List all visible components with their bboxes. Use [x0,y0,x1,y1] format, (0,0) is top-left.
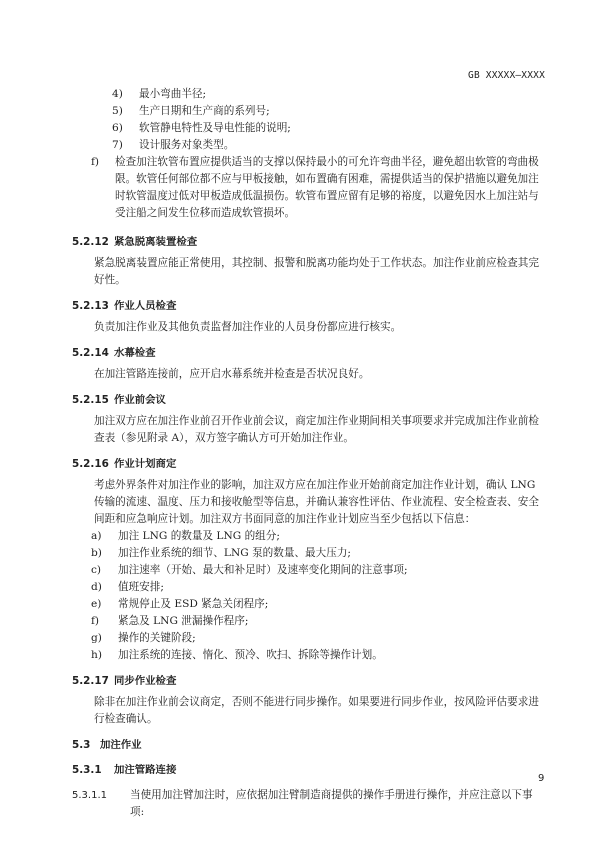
list-item: 6) 软管静电特性及导电性能的说明; [112,122,291,134]
list-item: b) 加注作业系统的细节、LNG 泵的数量、最大压力; [91,547,351,559]
list-item: 5) 生产日期和生产商的系列号; [112,105,270,117]
list-item: e) 常规停止及 ESD 紧急关闭程序; [91,598,269,610]
list-item: g) 操作的关键阶段; [91,632,196,644]
section-body-5-2-13: 负责加注作业及其他负责监督加注作业的人员身份都应进行核实。 [94,321,402,333]
section-heading-5-2-14: 5.2.14 水幕检查 [72,347,156,359]
list-item: a) 加注 LNG 的数量及 LNG 的组分; [91,530,280,542]
plan-item-list [72,528,546,664]
section-body-5-2-14: 在加注管路连接前，应开启水幕系统并检查是否状况良好。 [94,368,370,380]
list-item: h) 加注系统的连接、惰化、预冷、吹扫、拆除等操作计划。 [91,649,383,661]
page-number: 9 [538,773,545,784]
list-item-f: f) 检查加注软管布置应提供适当的支撑以保持最小的可允许弯曲半径，避免超出软管的弯曲极限。软管任何部位都不应与甲板接触，如布置确有困难，需提供适当的保护措施以避免加注时软管温度过低对甲板造成低温损伤。软管布置应留有足够的裕度，以避免因水上加注站与受注船之间发生位移而造成软管损坏。 [91,156,539,219]
list-item: d) 值班安排; [91,581,164,593]
clause-5-3-1-1: 5.3.1.1 当使用加注臂加注时，应依据加注臂制造商提供的操作手册进行操作，并应注意以下事项: [72,789,533,818]
section-body-5-2-15: 加注双方应在加注作业前召开作业前会议，商定加注作业期间相关事项要求并完成加注作业前检查表（参见附录 A），双方签字确认方可开始加注作业。 [94,415,539,444]
document-code-header: GB XXXXX—XXXX [468,70,545,81]
list-item: 4) 最小弯曲半径; [112,88,207,100]
list-item: 7) 设计服务对象类型。 [112,139,235,151]
list-item: f) 紧急及 LNG 泄漏操作程序; [91,615,249,627]
section-body-5-2-12: 紧急脱离装置应能正常使用，其控制、报警和脱离功能均处于工作状态。加注作业前应检查其完好性。 [94,257,539,286]
section-heading-5-2-16: 5.2.16 作业计划商定 [72,458,177,470]
section-heading-5-3-1: 5.3.1 加注管路连接 [72,764,177,776]
section-heading-5-2-17: 5.2.17 同步作业检查 [72,675,177,687]
section-heading-5-3: 5.3 加注作业 [72,739,142,751]
section-heading-5-2-13: 5.2.13 作业人员检查 [72,300,177,312]
section-body-5-2-16: 考虑外界条件对加注作业的影响，加注双方应在加注作业开始前商定加注作业计划，确认 LNG 传输的流速、温度、压力和接收舱型等信息，并确认兼容性评估、作业流程、安全检查表、安全间距和应急响应计划。加注双方书面同意的加注作业计划应当至少包括以下信息： [94,479,539,525]
section-heading-5-2-15: 5.2.15 作业前会议 [72,394,166,406]
section-body-5-2-17: 除非在加注作业前会议商定，否则不能进行同步操作。如果要进行同步作业，按风险评估要求进行检查确认。 [94,696,539,725]
list-item: c) 加注速率（开始、最大和补足时）及速率变化期间的注意事项; [91,564,408,576]
section-heading-5-2-12: 5.2.12 紧急脱离装置检查 [72,236,198,248]
sub-item-list [72,86,546,154]
page-body [72,86,546,821]
